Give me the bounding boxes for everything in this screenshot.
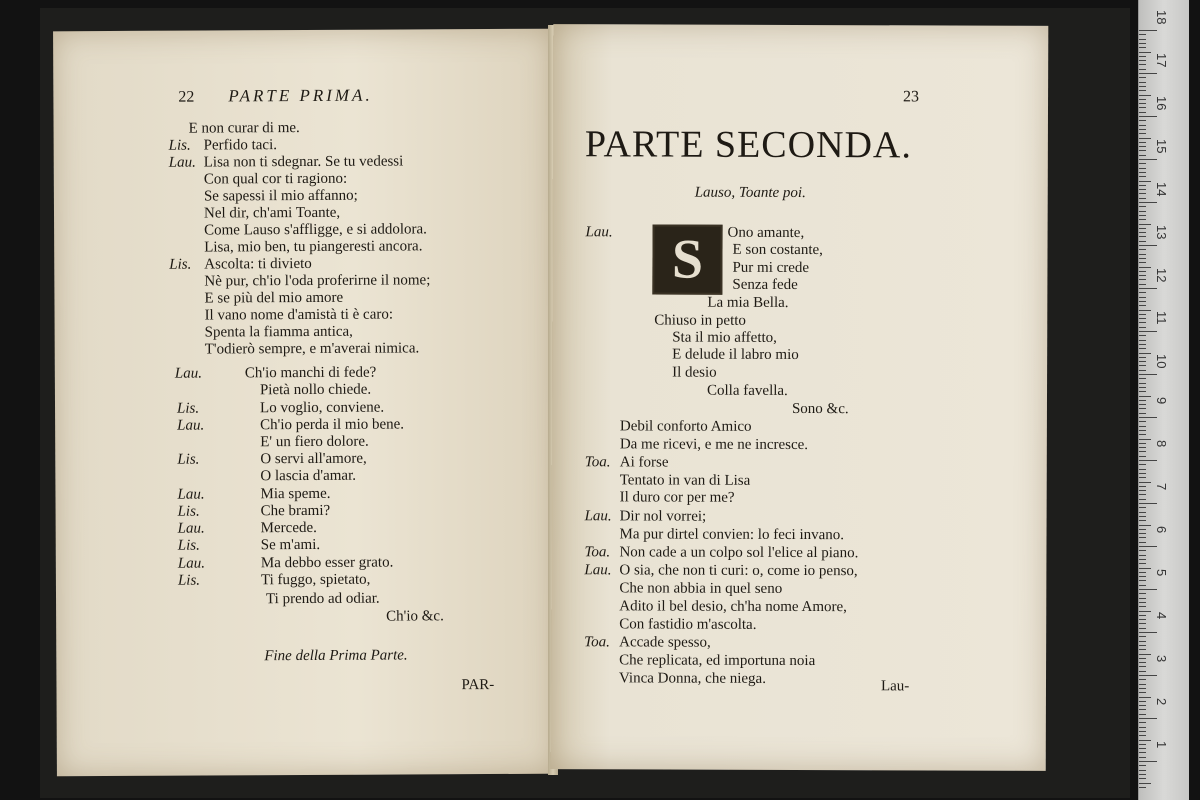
- ruler-minor-tick: [1139, 705, 1146, 706]
- verse-line: E delude il labro mio: [672, 346, 799, 363]
- ruler-tick: [1139, 159, 1157, 160]
- ruler-minor-tick: [1139, 155, 1146, 156]
- ruler-minor-tick: [1139, 482, 1151, 483]
- verse-line: Il duro cor per me?: [619, 489, 735, 506]
- ruler-tick: [1139, 331, 1157, 332]
- ruler-minor-tick: [1139, 752, 1146, 753]
- ruler-minor-tick: [1139, 735, 1146, 736]
- verse-line: Da me ricevi, e me ne incresce.: [619, 436, 809, 454]
- ruler-minor-tick: [1139, 641, 1146, 642]
- ruler-mark: 4: [1154, 612, 1169, 620]
- ruler-tick: [1139, 73, 1157, 74]
- ruler-minor-tick: [1139, 593, 1146, 594]
- verse-line: Non cade a un colpo sol l'elice al piano.: [619, 544, 859, 562]
- ruler-minor-tick: [1139, 82, 1146, 83]
- ruler-minor-tick: [1139, 563, 1146, 564]
- ruler-minor-tick: [1139, 529, 1146, 530]
- verse-line: Che brami?: [260, 502, 331, 520]
- ruler-minor-tick: [1139, 198, 1146, 199]
- ruler-minor-tick: [1139, 679, 1146, 680]
- ruler-minor-tick: [1139, 64, 1146, 65]
- ruler-minor-tick: [1139, 701, 1146, 702]
- ruler-minor-tick: [1139, 572, 1146, 573]
- ruler-minor-tick: [1139, 206, 1146, 207]
- verse-line: Se sapessi il mio affanno;: [203, 187, 358, 205]
- verse-line: Nel dir, ch'ami Toante,: [203, 204, 341, 222]
- ruler-minor-tick: [1139, 434, 1146, 435]
- ruler-mark: 18: [1154, 10, 1169, 25]
- ruler-minor-tick: [1139, 267, 1151, 268]
- ruler-minor-tick: [1139, 709, 1146, 710]
- ruler-tick: [1139, 374, 1157, 375]
- speaker-label: Lau.: [177, 417, 205, 434]
- ruler-minor-tick: [1139, 447, 1146, 448]
- ruler-minor-tick: [1139, 636, 1146, 637]
- verse-line: Debil conforto Amico: [619, 418, 752, 435]
- ruler-minor-tick: [1139, 770, 1146, 771]
- speaker-label: Lis.: [177, 537, 200, 554]
- ruler-minor-tick: [1139, 138, 1151, 139]
- ruler-minor-tick: [1139, 525, 1151, 526]
- speaker-label: Lau.: [168, 154, 196, 171]
- ruler-mark: 14: [1154, 182, 1169, 197]
- ruler-tick: [1139, 546, 1157, 547]
- ruler-minor-tick: [1139, 344, 1146, 345]
- verse-line: Ma debbo esser grato.: [260, 554, 394, 572]
- verse-line: Lisa, mio ben, tu piangeresti ancora.: [204, 238, 423, 256]
- ruler-minor-tick: [1139, 361, 1146, 362]
- ruler-mark: 9: [1154, 397, 1169, 405]
- ruler-minor-tick: [1139, 279, 1146, 280]
- verse-line: O servi all'amore,: [260, 450, 367, 468]
- ruler-tick: [1139, 589, 1157, 590]
- ruler-minor-tick: [1139, 430, 1146, 431]
- ruler-minor-tick: [1139, 107, 1146, 108]
- verse-line: Ma pur dirtel convien: lo feci invano.: [619, 526, 845, 544]
- speaker-label: Lau.: [177, 555, 205, 572]
- verse-line: Ai forse: [619, 454, 669, 471]
- left-end-note: Fine della Prima Parte.: [264, 647, 408, 665]
- ruler-tick: [1139, 632, 1157, 633]
- ruler-minor-tick: [1139, 181, 1151, 182]
- ruler-tick: [1139, 460, 1157, 461]
- ruler-tick: [1139, 675, 1157, 676]
- ruler-mark: 1: [1154, 741, 1169, 749]
- ruler-minor-tick: [1139, 456, 1146, 457]
- verse-line: Ti prendo ad odiar.: [265, 590, 380, 608]
- ruler-minor-tick: [1139, 215, 1146, 216]
- verse-line: Dir nol vorrei;: [619, 508, 707, 525]
- ruler-minor-tick: [1139, 494, 1146, 495]
- verse-line: Nè pur, ch'io l'oda proferirne il nome;: [204, 272, 431, 290]
- verse-line: Vinca Donna, che niega.: [618, 670, 766, 687]
- verse-line: Se m'ami.: [260, 536, 321, 554]
- verse-line: Sta il mio affetto,: [672, 329, 777, 346]
- ruler-minor-tick: [1139, 353, 1151, 354]
- ruler-minor-tick: [1139, 370, 1146, 371]
- ruler-mark: 16: [1154, 96, 1169, 111]
- verse-line: Sono &c.: [791, 400, 849, 418]
- speaker-label: Toa.: [584, 634, 610, 651]
- ruler-minor-tick: [1139, 507, 1146, 508]
- left-catchword: PAR-: [461, 677, 495, 694]
- ruler-minor-tick: [1139, 241, 1146, 242]
- ruler-minor-tick: [1139, 408, 1146, 409]
- ruler-minor-tick: [1139, 301, 1146, 302]
- ruler-minor-tick: [1139, 322, 1146, 323]
- ruler-mark: 6: [1154, 526, 1169, 534]
- ruler-minor-tick: [1139, 39, 1146, 40]
- ruler-minor-tick: [1139, 765, 1146, 766]
- ruler-minor-tick: [1139, 697, 1151, 698]
- ruler-minor-tick: [1139, 727, 1146, 728]
- ruler-tick: [1139, 245, 1157, 246]
- ruler-minor-tick: [1139, 645, 1146, 646]
- ruler-minor-tick: [1139, 314, 1146, 315]
- speaker-label: Lis.: [177, 503, 200, 520]
- ruler-minor-tick: [1139, 658, 1146, 659]
- verse-line: Che non abbia in quel seno: [619, 580, 783, 597]
- speaker-label: Lis.: [169, 256, 192, 273]
- verse-line: Mercede.: [260, 519, 317, 537]
- ruler-minor-tick: [1139, 193, 1146, 194]
- ruler-minor-tick: [1139, 43, 1146, 44]
- ruler-minor-tick: [1139, 86, 1146, 87]
- ruler-mark: 15: [1154, 139, 1169, 154]
- ruler-tick: [1139, 116, 1157, 117]
- verse-line: Ch'io &c.: [386, 608, 444, 625]
- measuring-ruler: [1138, 0, 1189, 800]
- ruler-minor-tick: [1139, 305, 1146, 306]
- verse-line: O lascia d'amar.: [260, 467, 357, 485]
- ruler-minor-tick: [1139, 219, 1146, 220]
- ruler-minor-tick: [1139, 396, 1151, 397]
- verse-line: E son costante,: [732, 241, 823, 259]
- verse-line: Colla favella.: [706, 382, 788, 399]
- ruler-minor-tick: [1139, 391, 1146, 392]
- ruler-minor-tick: [1139, 310, 1151, 311]
- ruler-mark: 5: [1154, 569, 1169, 577]
- ruler-minor-tick: [1139, 142, 1146, 143]
- ruler-minor-tick: [1139, 297, 1146, 298]
- ruler-minor-tick: [1139, 714, 1146, 715]
- decorated-initial-s: S: [652, 224, 722, 294]
- ruler-minor-tick: [1139, 774, 1146, 775]
- ruler-minor-tick: [1139, 666, 1146, 667]
- verse-line: Adito il bel desio, ch'ha nome Amore,: [619, 598, 847, 616]
- ruler-minor-tick: [1139, 125, 1146, 126]
- ruler-minor-tick: [1139, 787, 1146, 788]
- ruler-minor-tick: [1139, 318, 1146, 319]
- ruler-minor-tick: [1139, 550, 1146, 551]
- ruler-minor-tick: [1139, 120, 1146, 121]
- ruler-minor-tick: [1139, 133, 1146, 134]
- ruler-mark: 10: [1154, 354, 1169, 369]
- verse-line: Tentato in van di Lisa: [619, 472, 751, 489]
- speaker-label: Lau.: [177, 520, 205, 537]
- ruler-minor-tick: [1139, 533, 1146, 534]
- ruler-minor-tick: [1139, 580, 1146, 581]
- ruler-minor-tick: [1139, 168, 1146, 169]
- ruler-minor-tick: [1139, 499, 1146, 500]
- ruler-minor-tick: [1139, 722, 1146, 723]
- speaker-label: Lau.: [584, 508, 612, 525]
- ruler-minor-tick: [1139, 469, 1146, 470]
- ruler-minor-tick: [1139, 112, 1146, 113]
- ruler-minor-tick: [1139, 740, 1151, 741]
- ruler-minor-tick: [1139, 662, 1146, 663]
- ruler-minor-tick: [1139, 348, 1146, 349]
- scene-heading: Lauso, Toante poi.: [694, 184, 806, 202]
- ruler-minor-tick: [1139, 464, 1146, 465]
- ruler-minor-tick: [1139, 671, 1146, 672]
- ruler-minor-tick: [1139, 249, 1146, 250]
- ruler-minor-tick: [1139, 684, 1146, 685]
- ruler-minor-tick: [1139, 129, 1146, 130]
- ruler-minor-tick: [1139, 340, 1146, 341]
- ruler-mark: 8: [1154, 440, 1169, 448]
- speaker-label: Lau.: [177, 486, 205, 503]
- ruler-minor-tick: [1139, 731, 1146, 732]
- ruler-minor-tick: [1139, 189, 1146, 190]
- ruler-minor-tick: [1139, 271, 1146, 272]
- ruler-minor-tick: [1139, 585, 1146, 586]
- right-catchword: Lau-: [880, 678, 910, 695]
- verse-line: E se più del mio amore: [204, 289, 344, 307]
- ruler-minor-tick: [1139, 744, 1146, 745]
- ruler-minor-tick: [1139, 439, 1151, 440]
- ruler-minor-tick: [1139, 60, 1146, 61]
- ruler-minor-tick: [1139, 34, 1146, 35]
- ruler-minor-tick: [1139, 421, 1146, 422]
- ruler-minor-tick: [1139, 211, 1146, 212]
- ruler-minor-tick: [1139, 52, 1151, 53]
- ruler-minor-tick: [1139, 378, 1146, 379]
- ruler-mark: 13: [1154, 225, 1169, 240]
- ruler-minor-tick: [1139, 232, 1146, 233]
- speaker-label: Toa.: [584, 544, 611, 561]
- verse-line: Con fastidio m'ascolta.: [619, 616, 757, 633]
- ruler-minor-tick: [1139, 757, 1146, 758]
- ruler-minor-tick: [1139, 56, 1146, 57]
- right-page: [551, 24, 1049, 771]
- verse-line: Ascolta: ti divieto: [204, 255, 312, 273]
- verse-line: Mia speme.: [260, 485, 331, 503]
- speaker-label: Lau.: [174, 365, 202, 382]
- verse-line: Senza fede: [732, 276, 798, 293]
- left-page-number: 22: [178, 88, 195, 106]
- verse-line: Ono amante,: [727, 224, 805, 242]
- ruler-minor-tick: [1139, 90, 1146, 91]
- section-title: PARTE SECONDA.: [584, 123, 913, 167]
- ruler-minor-tick: [1139, 365, 1146, 366]
- ruler-minor-tick: [1139, 520, 1146, 521]
- ruler-minor-tick: [1139, 451, 1146, 452]
- ruler-minor-tick: [1139, 99, 1146, 100]
- verse-line: Accade spesso,: [619, 634, 711, 651]
- verse-line: T'odierò sempre, e m'averai nimica.: [204, 340, 420, 358]
- ruler-minor-tick: [1139, 404, 1146, 405]
- verse-line: Che replicata, ed importuna noia: [619, 652, 816, 670]
- ruler-minor-tick: [1139, 542, 1146, 543]
- ruler-minor-tick: [1139, 254, 1146, 255]
- ruler-minor-tick: [1139, 602, 1146, 603]
- verse-line: Con qual cor ti ragiono:: [203, 170, 348, 188]
- ruler-minor-tick: [1139, 623, 1146, 624]
- ruler-minor-tick: [1139, 292, 1146, 293]
- ruler-minor-tick: [1139, 576, 1146, 577]
- ruler-tick: [1139, 718, 1157, 719]
- ruler-minor-tick: [1139, 146, 1146, 147]
- ruler-minor-tick: [1139, 611, 1151, 612]
- ruler-minor-tick: [1139, 555, 1146, 556]
- speaker-label: Lis.: [176, 400, 200, 417]
- speaker-label: Lau.: [584, 562, 612, 579]
- ruler-minor-tick: [1139, 176, 1146, 177]
- speaker-label: Lis.: [177, 451, 200, 468]
- ruler-minor-tick: [1139, 748, 1146, 749]
- verse-line: Ch'io perda il mio bene.: [260, 416, 405, 434]
- left-running-head: PARTE PRIMA.: [228, 85, 373, 106]
- verse-line: Lisa non ti sdegnar. Se tu vedessi: [203, 153, 404, 171]
- verse-line: O sia, che non ti curi: o, come io penso,: [619, 562, 858, 580]
- ruler-minor-tick: [1139, 486, 1146, 487]
- ruler-mark: 11: [1154, 311, 1169, 325]
- ruler-mark: 7: [1154, 483, 1169, 491]
- ruler-minor-tick: [1139, 443, 1146, 444]
- ruler-minor-tick: [1139, 490, 1146, 491]
- ruler-minor-tick: [1139, 692, 1146, 693]
- ruler-minor-tick: [1139, 688, 1146, 689]
- ruler-minor-tick: [1139, 383, 1146, 384]
- ruler-minor-tick: [1139, 615, 1146, 616]
- ruler-minor-tick: [1139, 400, 1146, 401]
- ruler-minor-tick: [1139, 327, 1146, 328]
- verse-line: La mia Bella.: [707, 294, 789, 311]
- ruler-mark: 2: [1154, 698, 1169, 706]
- ruler-tick: [1139, 30, 1157, 31]
- ruler-minor-tick: [1139, 413, 1146, 414]
- ruler-minor-tick: [1139, 387, 1146, 388]
- ruler-tick: [1139, 202, 1157, 203]
- right-page-number: 23: [903, 88, 920, 106]
- speaker-label: Lis.: [177, 572, 201, 589]
- ruler-minor-tick: [1139, 103, 1146, 104]
- ruler-minor-tick: [1139, 69, 1146, 70]
- speaker-label: Lau.: [585, 224, 613, 241]
- ruler-minor-tick: [1139, 236, 1146, 237]
- ruler-minor-tick: [1139, 477, 1146, 478]
- ruler-minor-tick: [1139, 357, 1146, 358]
- ruler-minor-tick: [1139, 95, 1151, 96]
- verse-line: Pur mi crede: [732, 259, 810, 277]
- ruler-minor-tick: [1139, 262, 1146, 263]
- verse-line: Ch'io manchi di fede?: [244, 364, 377, 382]
- ruler-minor-tick: [1139, 163, 1146, 164]
- ruler-minor-tick: [1139, 47, 1146, 48]
- ruler-minor-tick: [1139, 426, 1146, 427]
- ruler-minor-tick: [1139, 654, 1151, 655]
- ruler-minor-tick: [1139, 284, 1146, 285]
- ruler-minor-tick: [1139, 649, 1146, 650]
- ruler-minor-tick: [1139, 224, 1151, 225]
- verse-line: Ti fuggo, spietato,: [260, 571, 371, 589]
- ruler-minor-tick: [1139, 512, 1146, 513]
- ruler-minor-tick: [1139, 598, 1146, 599]
- ruler-tick: [1139, 503, 1157, 504]
- verse-line: Spenta la fiamma antica,: [204, 323, 353, 341]
- ruler-mark: 17: [1154, 53, 1169, 68]
- speaker-label: Toa.: [584, 454, 611, 471]
- ruler-minor-tick: [1139, 537, 1146, 538]
- ruler-minor-tick: [1139, 172, 1146, 173]
- verse-line: Chiuso in petto: [654, 312, 746, 329]
- ruler-tick: [1139, 417, 1157, 418]
- verse-line: E' un fiero dolore.: [260, 433, 369, 451]
- ruler-mark: 12: [1154, 268, 1169, 283]
- ruler-minor-tick: [1139, 150, 1146, 151]
- ruler-minor-tick: [1139, 619, 1146, 620]
- ruler-mark: 3: [1154, 655, 1169, 663]
- ruler-tick: [1139, 288, 1157, 289]
- verse-line: Il desio: [672, 364, 717, 381]
- ruler-minor-tick: [1139, 783, 1151, 784]
- ruler-minor-tick: [1139, 185, 1146, 186]
- ruler-minor-tick: [1139, 473, 1146, 474]
- verse-line: Lo voglio, conviene.: [259, 399, 385, 417]
- verse-line: Come Lauso s'affligge, e si addolora.: [204, 221, 427, 239]
- verse-line: Pietà nollo chiede.: [259, 381, 372, 399]
- ruler-minor-tick: [1139, 568, 1151, 569]
- ruler-minor-tick: [1139, 335, 1146, 336]
- ruler-minor-tick: [1139, 228, 1146, 229]
- ruler-minor-tick: [1139, 606, 1146, 607]
- ruler-minor-tick: [1139, 559, 1146, 560]
- left-page: [53, 29, 557, 777]
- verse-line: E non curar di me.: [188, 120, 300, 137]
- verse-line: Perfido taci.: [203, 137, 278, 154]
- verse-line: Il vano nome d'amistà ti è caro:: [204, 306, 394, 324]
- ruler-minor-tick: [1139, 778, 1146, 779]
- ruler-tick: [1139, 761, 1157, 762]
- ruler-minor-tick: [1139, 516, 1146, 517]
- speaker-label: Lis.: [168, 137, 191, 154]
- ruler-minor-tick: [1139, 275, 1146, 276]
- ruler-minor-tick: [1139, 628, 1146, 629]
- ruler-minor-tick: [1139, 258, 1146, 259]
- ruler-minor-tick: [1139, 77, 1146, 78]
